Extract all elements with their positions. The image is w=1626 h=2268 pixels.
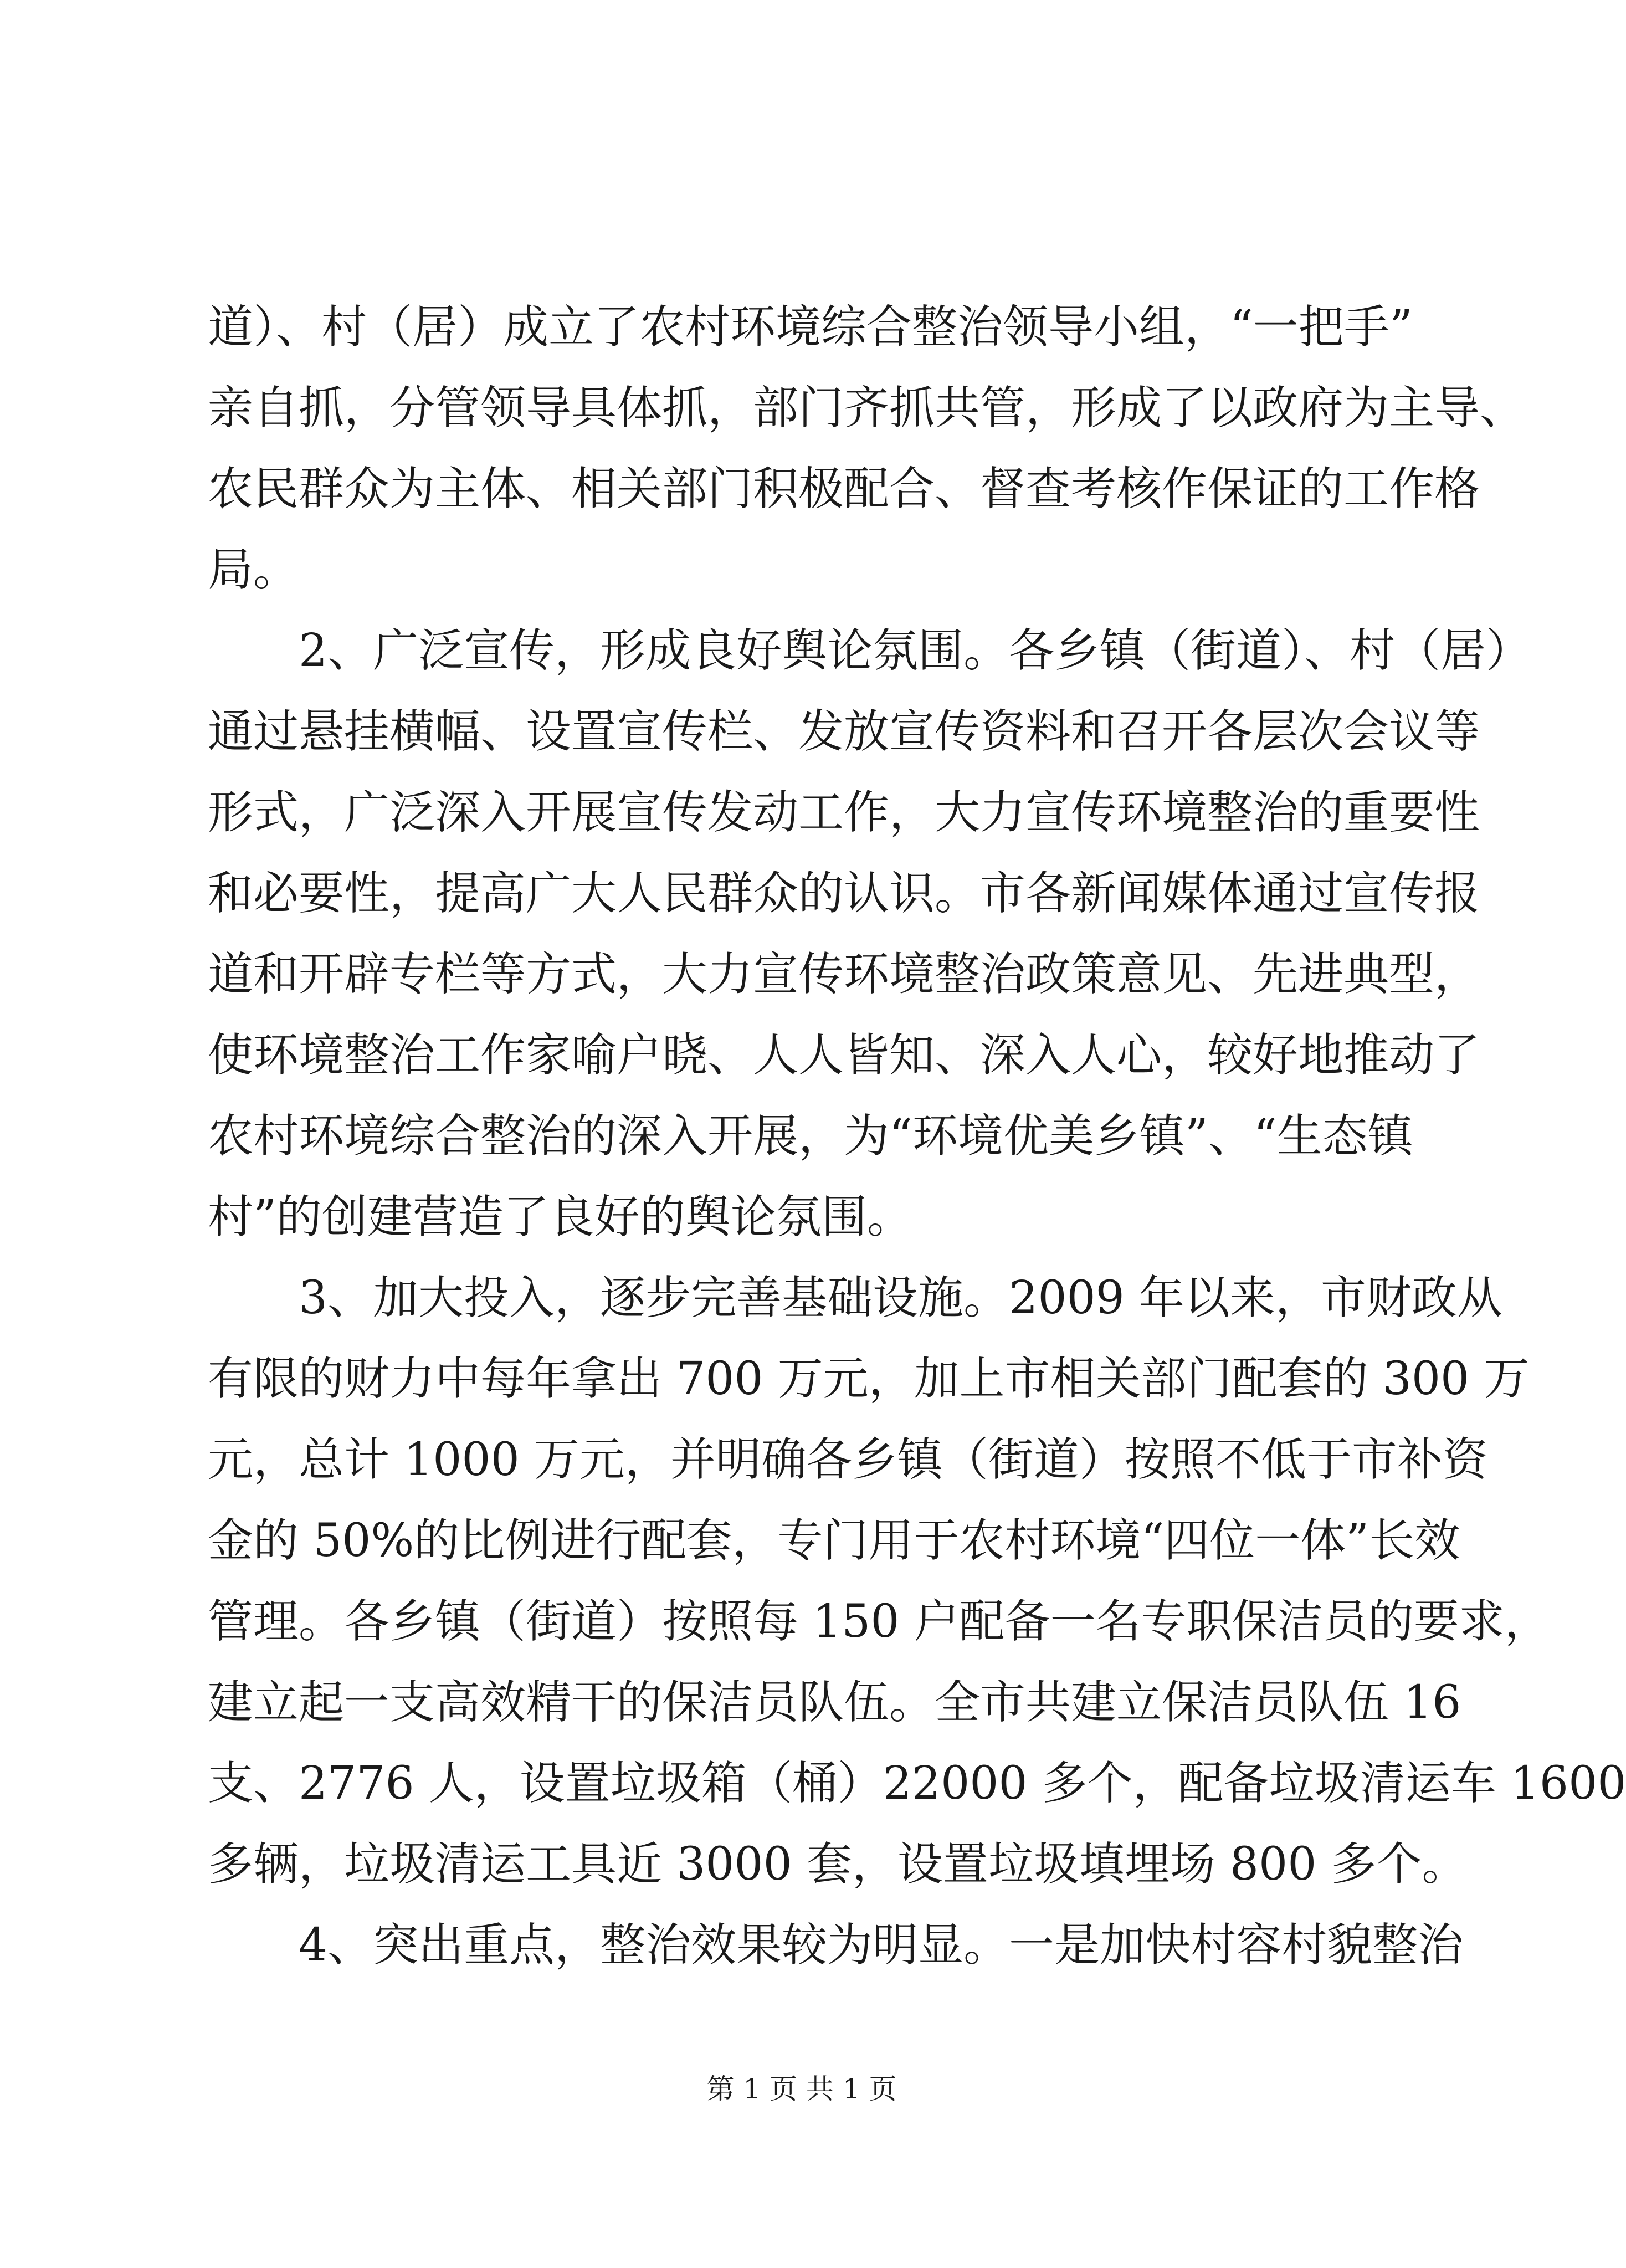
text-line: 通过悬挂横幅、设置宣传栏、发放宣传资料和召开各层次会议等 [208,705,1480,758]
text-line: 和必要性，提高广大人民群众的认识。市各新闻媒体通过宣传报 [208,867,1480,920]
body-text [208,287,1626,1986]
text-line: 亲自抓，分管领导具体抓，部门齐抓共管，形成了以政府为主导、 [208,382,1526,434]
text-line: 道）、村（居）成立了农村环境综合整治领导小组，“一把手” [208,301,1413,354]
text-line: 局。 [208,544,299,596]
text-line: 道和开辟专栏等方式，大力宣传环境整治政策意见、先进典型， [208,948,1480,1001]
page-number-footer: 第 1 页 共 1 页 [706,2073,897,2105]
paragraph-start-line: 2、广泛宣传，形成良好舆论氛围。各乡镇（街道）、村（居） [299,624,1532,677]
text-line: 建立起一支高效精干的保洁员队伍。全市共建立保洁员队伍 16 [208,1676,1461,1729]
text-line: 管理。各乡镇（街道）按照每 150 户配备一名专职保洁员的要求， [208,1595,1550,1648]
text-line: 金的 50%的比例进行配套，专门用于农村环境“四位一体”长效 [208,1514,1460,1567]
text-line: 农村环境综合整治的深入开展，为“环境优美乡镇”、“生态镇 [208,1110,1413,1163]
text-line: 多辆，垃圾清运工具近 3000 套，设置垃圾填埋场 800 多个。 [208,1838,1468,1891]
text-line: 农民群众为主体、相关部门积极配合、督查考核作保证的工作格 [208,463,1480,515]
text-line: 使环境整治工作家喻户晓、人人皆知、深入人心，较好地推动了 [208,1029,1480,1082]
text-line: 形式，广泛深入开展宣传发动工作，大力宣传环境整治的重要性 [208,786,1480,839]
text-line: 村”的创建营造了良好的舆论氛围。 [208,1191,912,1243]
paragraph-start-line: 3、加大投入，逐步完善基础设施。2009 年以来，市财政从 [299,1272,1502,1324]
text-line: 支、2776 人，设置垃圾箱（桶）22000 多个，配备垃圾清运车 1600 [208,1757,1626,1810]
paragraph-start-line: 4、突出重点，整治效果较为明显。一是加快村容村貌整治 [299,1919,1464,1972]
text-line: 元，总计 1000 万元，并明确各乡镇（街道）按照不低于市补资 [208,1434,1488,1486]
text-line: 有限的财力中每年拿出 700 万元，加上市相关部门配套的 300 万 [208,1353,1530,1405]
